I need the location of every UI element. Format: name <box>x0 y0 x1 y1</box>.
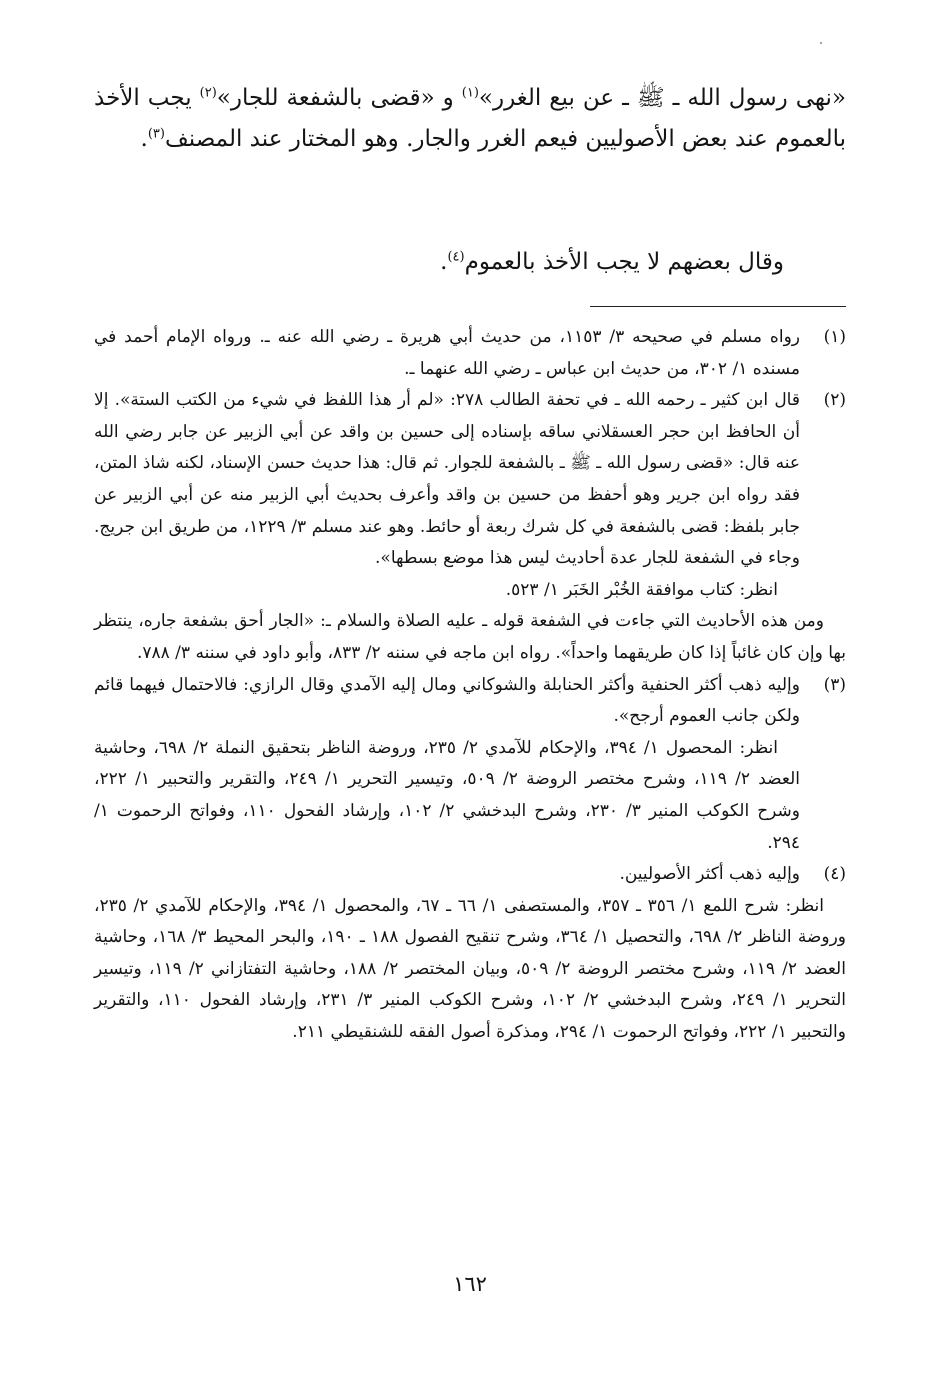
footnote-number: (١) <box>823 327 846 347</box>
footnote-ref-2[interactable]: (٢) <box>199 85 217 101</box>
footnote-1 <box>94 322 846 385</box>
main-text-segment: و «قضى بالشفعة للجار» <box>216 85 462 111</box>
main-text-segment: وقال بعضهم لا يجب الأخذ بالعموم <box>464 249 784 275</box>
footnote-text: رواه مسلم في صحيحه ٣/ ١١٥٣، من حديث أبي هريرة ـ رضي الله عنه ـ. ورواه الإمام أحمد في مسنده ١/ ٣٠٢، من حديث ابن عباس ـ رضي الله عنهما ـ. <box>94 327 800 379</box>
footnote-reference-line: انظر: كتاب موافقة الخُبْر الخَبَر ١/ ٥٢٣. <box>505 579 778 600</box>
footnote-ref-3[interactable]: (٣) <box>147 126 165 142</box>
footnotes-section <box>94 322 846 1049</box>
footnote-text: وإليه ذهب أكثر الحنفية وأكثر الحنابلة والشوكاني ومال إليه الآمدي وقال الرازي: فالاحتمال فيهما قائم ولكن جانب العموم أرجح». <box>94 674 800 727</box>
main-text-punctuation: . <box>140 126 148 152</box>
page-number: ١٦٢ <box>453 1272 487 1296</box>
scan-speck <box>820 42 822 44</box>
footnote-text: قال ابن كثير ـ رحمه الله ـ في تحفة الطالب ٢٧٨: «لم أر هذا اللفظ في شيء من الكتب الستة». إلا أن الحافظ ابن حجر العسقلاني ساقه بإسناده إلى حسين بن واقد عن أبي الزبير عن جابر رضي الله عنه قال: «قضى رسول الله ـ ﷺ ـ بالشفعة للجوار. ثم قال: هذا حديث حسن الإسناد، لكنه شاذ المتن، فقد رواه ابن جرير وهو أحفظ من حسين بن واقد وأعرف بحديث أبي الزبير منه عن أبي الزبير عن جابر بلفظ: قضى بالشفعة في كل شرك ربعة أو حائط. وهو عند مسلم ٣/ ١٢٢٩، من طريق ابن جريج. وجاء في الشفعة للجار عدة أحاديث ليس هذا موضع بسطها». <box>94 390 800 569</box>
footnote-reference-line: انظر: المحصول ١/ ٣٩٤، والإحكام للآمدي ٢/ ٢٣٥، وروضة الناظر بتحقيق النملة ٢/ ٦٩٨، وحاشية العضد ٢/ ١١٩، وشرح مختصر الروضة ٢/ ٥٠٩، وتيسير التحرير ١/ ٢٤٩، والتقرير والتحبير ١/ ٢٢٢، وشرح الكوكب المنير ٣/ ٢٣٠، وشرح البدخشي ٢/ ١٠٢، وإرشاد الفحول ١١٠، وفواتح الرحموت ١/ ٢٩٤. <box>94 737 801 853</box>
footnote-number: (٢) <box>823 390 846 411</box>
footnote-2 <box>94 385 846 669</box>
main-paragraph-2 <box>94 242 784 282</box>
main-paragraph <box>94 78 846 160</box>
footnote-number: (٤) <box>823 864 846 885</box>
main-text-punctuation: . <box>440 249 448 275</box>
footnote-ref-1[interactable]: (١) <box>461 85 479 101</box>
footnote-4 <box>94 859 846 1049</box>
footnote-reference-line: انظر: شرح اللمع ١/ ٣٥٦ ـ ٣٥٧، والمستصفى ١/ ٦٦ ـ ٦٧، والمحصول ١/ ٣٩٤، والإحكام للآمدي ٢/ ٢٣٥، وروضة الناظر ٢/ ٦٩٨، والتحصيل ١/ ٣٦٤، وشرح تنقيح الفصول ١٨٨ ـ ١٩٠، والبحر المحيط ٣/ ١٦٨، وحاشية العضد ٢/ ١١٩، وشرح مختصر الروضة ٢/ ٥٠٩، وبيان المختصر ٢/ ١٨٨، وحاشية التفتازاني ٢/ ١١٩، وتيسير التحرير ١/ ٢٤٩، وشرح البدخشي ٢/ ١٠٢، وشرح الكوكب المنير ٣/ ٢٣١، وإرشاد الفحول ١١٠، والتقرير والتحبير ١/ ٢٢٢، وفواتح الرحموت ١/ ٢٩٤، ومذكرة أصول الفقه للشنقيطي ٢١١. <box>94 895 846 1043</box>
footnote-extra-text: ومن هذه الأحاديث التي جاءت في الشفعة قوله ـ عليه الصلاة والسلام ـ: «الجار أحق بشفعة جاره، ينتظر بها وإن كان غائباً إذا كان طريقهما واحداً». رواه ابن ماجه في سننه ٢/ ٨٣٣، وأبو داود في سننه ٣/ ٧٨٨. <box>94 611 846 663</box>
footnote-text: وإليه ذهب أكثر الأصوليين. <box>619 864 800 885</box>
footnote-ref-4[interactable]: (٤) <box>447 249 465 265</box>
footnote-number: (٣) <box>823 674 846 695</box>
footnote-separator <box>590 306 846 307</box>
main-text-segment: «نهى رسول الله ـ ﷺ ـ عن بيع الغرر» <box>478 85 846 111</box>
footnote-3 <box>94 670 846 860</box>
main-text-segment: يجب الأخذ بالعموم عند بعض الأصوليين فيعم الغرر والجار. وهو المختار عند المصنف <box>94 85 846 152</box>
